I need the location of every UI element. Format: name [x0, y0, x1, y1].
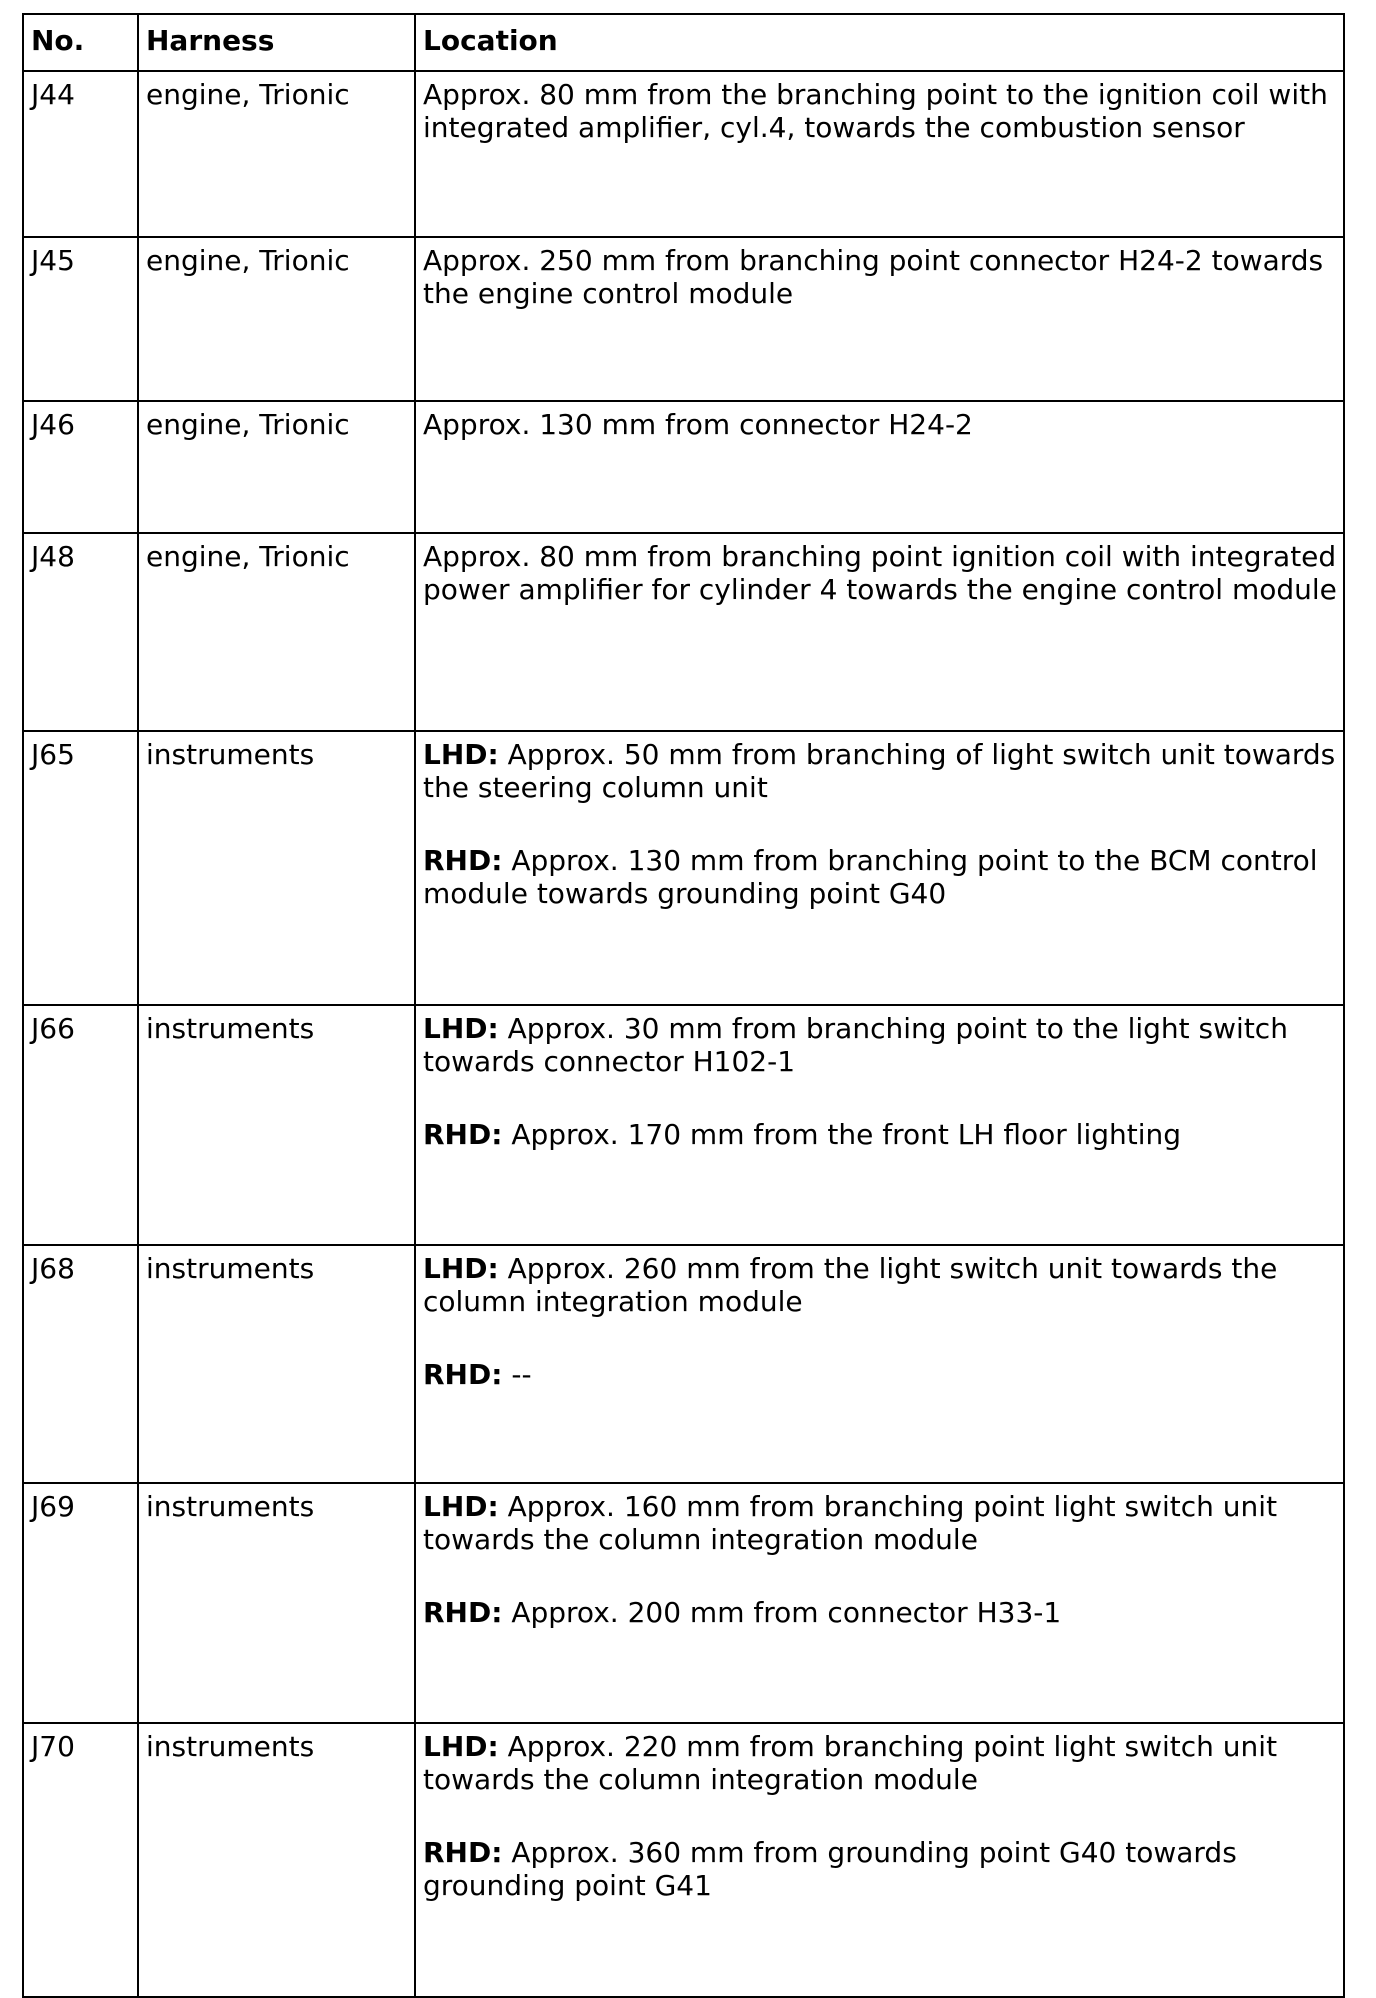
drive-side-label: LHD:	[423, 1252, 499, 1285]
drive-side-label: RHD:	[423, 844, 503, 877]
location-paragraph	[423, 78, 1337, 144]
cell-harness: engine, Trionic	[138, 533, 415, 731]
location-text: Approx. 220 mm from branching point light switch unit towards the column integration module	[423, 1730, 1278, 1796]
cell-location	[415, 533, 1344, 731]
location-paragraph	[423, 1836, 1337, 1902]
junction-location-table	[22, 13, 1345, 1998]
table-row	[23, 533, 1344, 731]
cell-harness: instruments	[138, 1005, 415, 1245]
location-text: Approx. 360 mm from grounding point G40 towards grounding point G41	[423, 1836, 1237, 1902]
cell-no: J66	[23, 1005, 138, 1245]
cell-no: J48	[23, 533, 138, 731]
cell-harness: engine, Trionic	[138, 237, 415, 401]
drive-side-label: LHD:	[423, 1012, 499, 1045]
cell-location	[415, 71, 1344, 237]
table-row	[23, 1005, 1344, 1245]
cell-no: J69	[23, 1483, 138, 1723]
location-paragraph	[423, 1252, 1337, 1318]
location-paragraph	[423, 1118, 1337, 1151]
location-text: Approx. 170 mm from the front LH floor lighting	[502, 1118, 1182, 1151]
location-paragraph	[423, 1730, 1337, 1796]
table-header-row	[23, 14, 1344, 71]
location-text: Approx. 50 mm from branching of light switch unit towards the steering column unit	[423, 738, 1336, 804]
location-text: Approx. 200 mm from connector H33-1	[502, 1596, 1062, 1629]
location-paragraph	[423, 1490, 1337, 1556]
drive-side-label: LHD:	[423, 738, 499, 771]
cell-no: J44	[23, 71, 138, 237]
drive-side-label: LHD:	[423, 1730, 499, 1763]
table-row	[23, 237, 1344, 401]
table-row	[23, 1245, 1344, 1483]
location-text: Approx. 30 mm from branching point to the light switch towards connector H102-1	[423, 1012, 1288, 1078]
header-location: Location	[415, 14, 1344, 71]
cell-harness: instruments	[138, 731, 415, 1005]
cell-harness: instruments	[138, 1723, 415, 1997]
location-text: Approx. 130 mm from branching point to the BCM control module towards grounding point G40	[423, 844, 1318, 910]
location-paragraph	[423, 540, 1337, 606]
location-text: Approx. 160 mm from branching point light switch unit towards the column integration module	[423, 1490, 1278, 1556]
cell-harness: instruments	[138, 1483, 415, 1723]
location-paragraph	[423, 1596, 1337, 1629]
location-text: Approx. 130 mm from connector H24-2	[423, 408, 973, 441]
location-text: --	[502, 1358, 532, 1391]
cell-no: J68	[23, 1245, 138, 1483]
drive-side-label: RHD:	[423, 1118, 503, 1151]
drive-side-label: LHD:	[423, 1490, 499, 1523]
table-row	[23, 1723, 1344, 1997]
cell-harness: instruments	[138, 1245, 415, 1483]
cell-harness: engine, Trionic	[138, 401, 415, 533]
location-text: Approx. 80 mm from the branching point to the ignition coil with integrated amplifier, cyl.4, towards the combustion sensor	[423, 78, 1328, 144]
table-row	[23, 1483, 1344, 1723]
location-paragraph	[423, 738, 1337, 804]
cell-no: J45	[23, 237, 138, 401]
drive-side-label: RHD:	[423, 1836, 503, 1869]
location-paragraph	[423, 844, 1337, 910]
cell-harness: engine, Trionic	[138, 71, 415, 237]
header-no: No.	[23, 14, 138, 71]
cell-location	[415, 1245, 1344, 1483]
table-row	[23, 71, 1344, 237]
cell-location	[415, 1723, 1344, 1997]
location-text: Approx. 250 mm from branching point connector H24-2 towards the engine control module	[423, 244, 1324, 310]
cell-location	[415, 237, 1344, 401]
cell-location	[415, 731, 1344, 1005]
location-paragraph	[423, 408, 1337, 441]
cell-no: J65	[23, 731, 138, 1005]
location-text: Approx. 80 mm from branching point ignition coil with integrated power amplifier for cylinder 4 towards the engine control module	[423, 540, 1337, 606]
location-paragraph	[423, 244, 1337, 310]
drive-side-label: RHD:	[423, 1596, 503, 1629]
table-row	[23, 401, 1344, 533]
location-paragraph	[423, 1358, 1337, 1391]
cell-no: J70	[23, 1723, 138, 1997]
cell-no: J46	[23, 401, 138, 533]
table-row	[23, 731, 1344, 1005]
header-harness: Harness	[138, 14, 415, 71]
cell-location	[415, 1005, 1344, 1245]
location-paragraph	[423, 1012, 1337, 1078]
drive-side-label: RHD:	[423, 1358, 503, 1391]
location-text: Approx. 260 mm from the light switch unit towards the column integration module	[423, 1252, 1278, 1318]
cell-location	[415, 1483, 1344, 1723]
cell-location	[415, 401, 1344, 533]
